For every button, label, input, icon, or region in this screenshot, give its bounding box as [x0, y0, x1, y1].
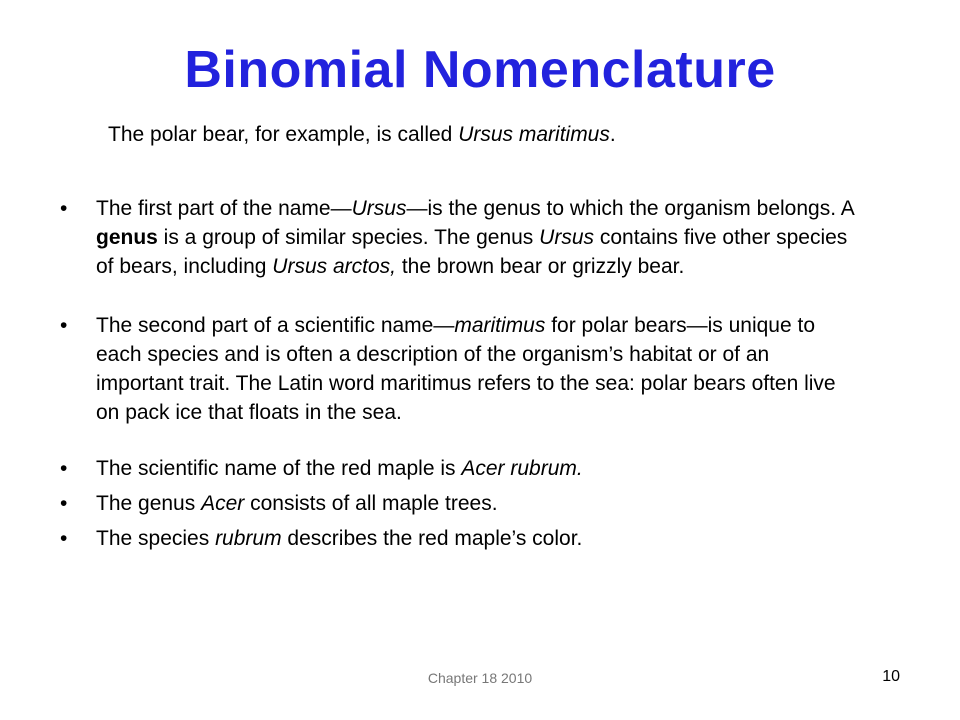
text-run: —is the genus to which the organism belongs. A [406, 197, 854, 220]
italic-run: Ursus [351, 197, 407, 220]
text-run: describes the red maple’s color. [281, 527, 583, 550]
slide-title: Binomial Nomenclature [184, 41, 776, 99]
text-run: The scientific name of the red maple is [96, 457, 462, 480]
italic-run: rubrum [215, 527, 282, 550]
text-run: consists of all maple trees. [244, 492, 498, 515]
italic-run: maritimus [454, 314, 546, 337]
text-run: The genus [96, 492, 202, 515]
intro-text [108, 120, 616, 150]
footer-chapter-label: Chapter 18 2010 [427, 670, 533, 686]
bullet-rubrum-species [60, 524, 860, 553]
text-run: for polar bears—is unique to each species and is often a description of the organism’s habitat or of an important trait. The Latin word maritimus refers to the sea: polar bears often live on pack ice that floats in the sea. [96, 314, 836, 424]
bold-term-genus: genus [96, 226, 158, 249]
text-run: The second part of a scientific name— [96, 314, 455, 337]
text-run: the brown bear or grizzly bear. [395, 255, 685, 278]
text-run: is a group of similar species. The genus [157, 226, 540, 249]
text-run: contains five other species of bears, including [96, 226, 848, 278]
text-run: The species [96, 527, 216, 550]
italic-run: Acer rubrum. [461, 457, 583, 480]
italic-run: Acer [201, 492, 245, 515]
italic-run: Ursus arctos, [272, 255, 396, 278]
slide-number: 10 [882, 668, 900, 685]
bullet-acer-genus [60, 489, 860, 518]
italic-run: Ursus [539, 226, 594, 249]
bullet-genus-explanation [60, 194, 860, 281]
intro-species-name: Ursus maritimus [458, 123, 610, 146]
text-run: The first part of the name— [96, 197, 352, 220]
bullet-red-maple-name [60, 454, 860, 483]
intro-text-part: . [609, 123, 616, 146]
bullet-species-explanation [60, 311, 860, 427]
intro-text-part: The polar bear, for example, is called [108, 123, 459, 146]
bullet-list [60, 194, 860, 553]
